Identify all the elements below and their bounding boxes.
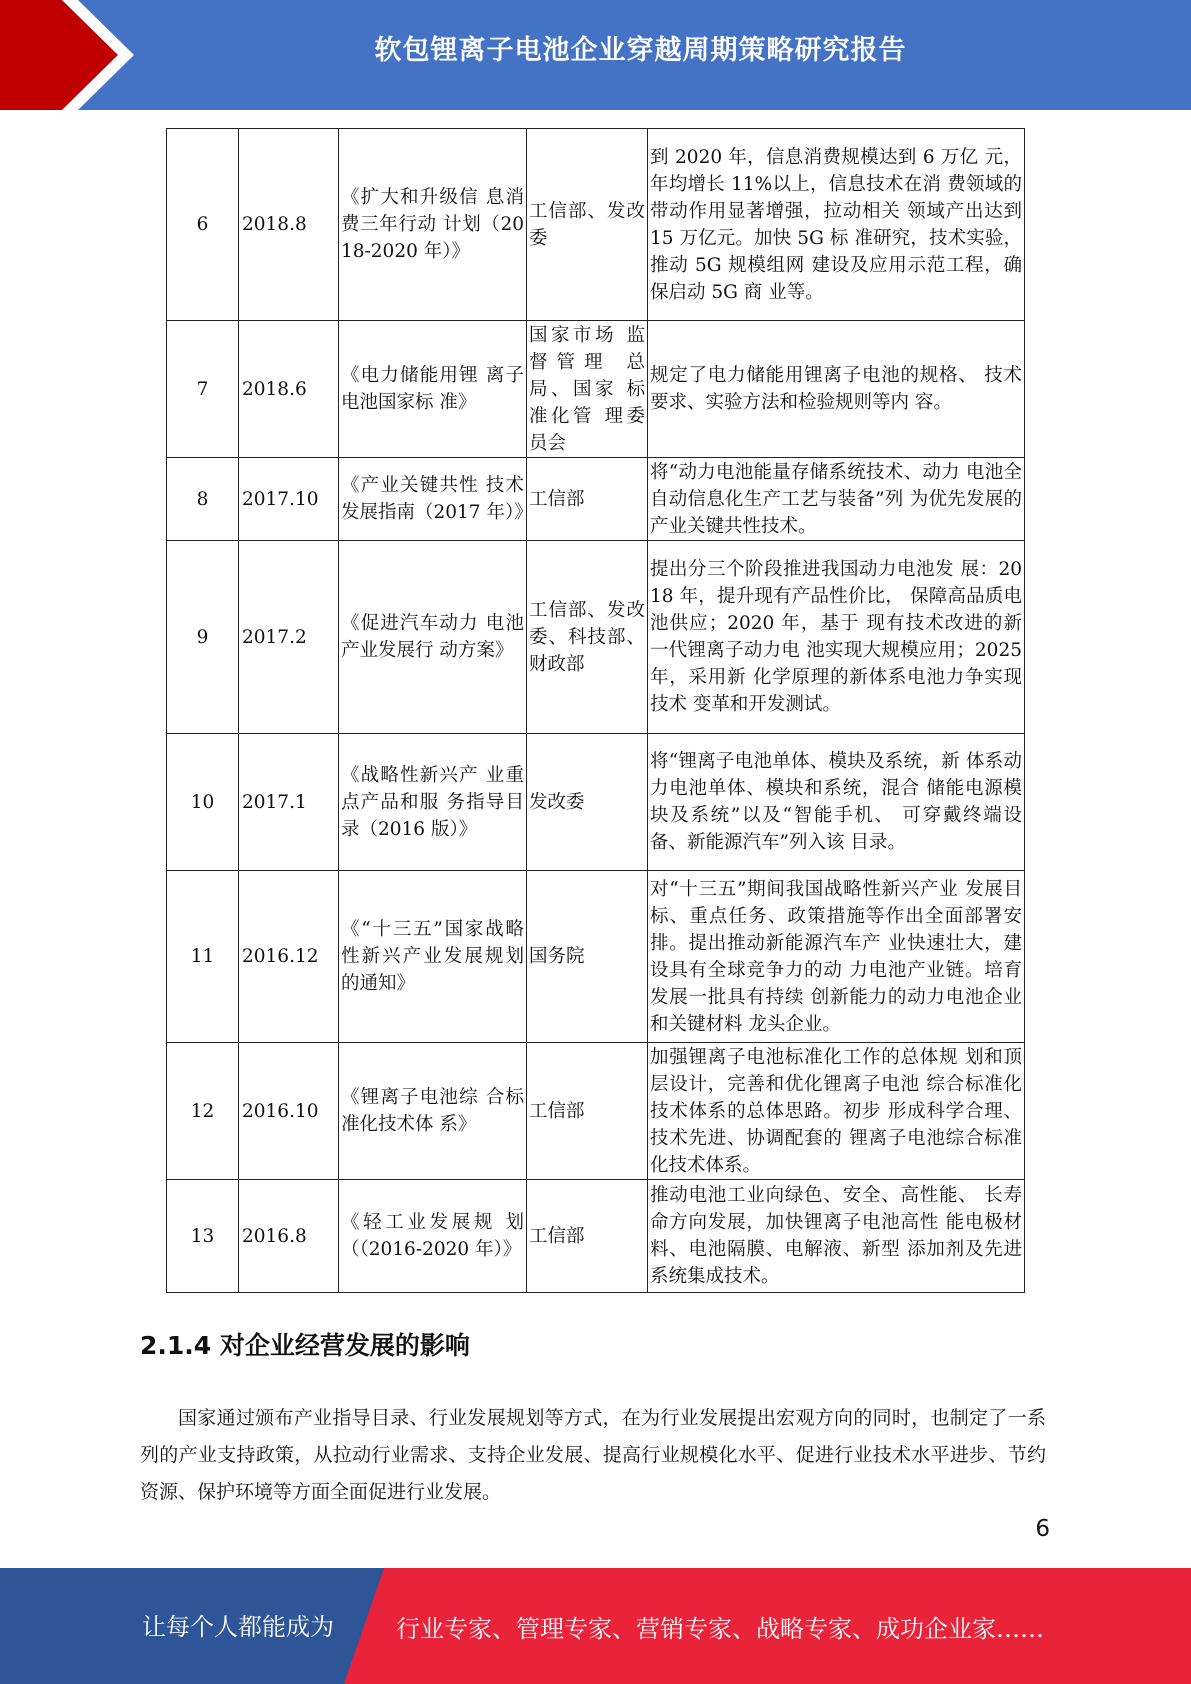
row-number: 7 bbox=[167, 321, 239, 458]
row-issuer: 发改委 bbox=[527, 734, 648, 871]
row-date: 2017.1 bbox=[239, 734, 339, 871]
table-row bbox=[167, 734, 1025, 871]
row-date: 2017.10 bbox=[239, 458, 339, 541]
policy-table bbox=[166, 128, 1025, 1293]
row-policy-title: 《战略性新兴产 业重点产品和服 务指导目录（2016 版）》 bbox=[339, 734, 527, 871]
section-heading: 2.1.4 对企业经营发展的影响 bbox=[140, 1331, 470, 1360]
section-paragraph: 国家通过颁布产业指导目录、行业发展规划等方式，在为行业发展提出宏观方向的同时，也制定了一系列的产业支持政策，从拉动行业需求、支持企业发展、提高行业规模化水平、促进行业技术水平进步、节约资源、保护环境等方面全面促进行业发展。 bbox=[140, 1407, 1046, 1503]
row-policy-title: 《电力储能用锂 离子电池国家标 准》 bbox=[339, 321, 527, 458]
row-date: 2018.6 bbox=[239, 321, 339, 458]
row-date: 2016.12 bbox=[239, 871, 339, 1043]
table-row bbox=[167, 458, 1025, 541]
row-policy-title: 《促进汽车动力 电池产业发展行 动方案》 bbox=[339, 541, 527, 734]
report-title: 软包锂离子电池企业穿越周期策略研究报告 bbox=[374, 35, 907, 66]
row-date: 2017.2 bbox=[239, 541, 339, 734]
row-number: 12 bbox=[167, 1043, 239, 1180]
row-issuer: 国务院 bbox=[527, 871, 648, 1043]
row-number: 8 bbox=[167, 458, 239, 541]
row-date: 2016.10 bbox=[239, 1043, 339, 1180]
row-content: 加强锂离子电池标准化工作的总体规 划和顶层设计，完善和优化锂离子电池 综合标准化技术体系的总体思路。初步 形成科学合理、技术先进、协调配套的 锂离子电池综合标准化技术体系。 bbox=[648, 1043, 1025, 1180]
row-issuer: 工信部、发改委、科技部、财政部 bbox=[527, 541, 648, 734]
row-date: 2016.8 bbox=[239, 1180, 339, 1293]
row-number: 9 bbox=[167, 541, 239, 734]
footer-slogan-right: 行业专家、管理专家、营销专家、战略专家、成功企业家…… bbox=[396, 1615, 1044, 1643]
row-policy-title: 《产业关键共性 技术发展指南（2017 年）》 bbox=[339, 458, 527, 541]
row-date: 2018.8 bbox=[239, 129, 339, 321]
row-issuer: 工信部 bbox=[527, 1180, 648, 1293]
table-row bbox=[167, 1180, 1025, 1293]
page-number: 6 bbox=[1035, 1516, 1050, 1542]
row-policy-title: 《“十三五”国家战略性新兴产业发展规划的通知》 bbox=[339, 871, 527, 1043]
row-content: 推动电池工业向绿色、安全、高性能、 长寿命方向发展，加快锂离子电池高性 能电极材料、电池隔膜、电解液、新型 添加剂及先进系统集成技术。 bbox=[648, 1180, 1025, 1293]
row-number: 13 bbox=[167, 1180, 239, 1293]
row-content: 对“十三五”期间我国战略性新兴产业 发展目标、重点任务、政策措施等作出全面部署安排。提出推动新能源汽车产 业快速壮大，建设具有全球竞争力的动 力电池产业链。培育发展一批具有持续 创新能力的动力电池企业和关键材料 龙头企业。 bbox=[648, 871, 1025, 1043]
page-footer bbox=[0, 1568, 1191, 1684]
row-policy-title: 《扩大和升级信 息消费三年行动 计划（2018-2020 年）》 bbox=[339, 129, 527, 321]
row-number: 10 bbox=[167, 734, 239, 871]
row-content: 将“锂离子电池单体、模块及系统，新 体系动力电池单体、模块和系统，混合 储能电源模块及系统”以及“智能手机、 可穿戴终端设备、新能源汽车”列入该 目录。 bbox=[648, 734, 1025, 871]
row-content: 提出分三个阶段推进我国动力电池发 展：2018 年，提升现有产品性价比， 保障高品质电池供应；2020 年，基于 现有技术改进的新一代锂离子动力电 池实现大规模应用；2025 年，采用新 化学原理的新体系电池力争实现技术 变革和开发测试。 bbox=[648, 541, 1025, 734]
table-row bbox=[167, 541, 1025, 734]
row-policy-title: 《轻工业发展规 划（（2016-2020 年）》 bbox=[339, 1180, 527, 1293]
table-row bbox=[167, 1043, 1025, 1180]
row-issuer: 国家市场 监督管理 总局、国家 标准化管 理委员会 bbox=[527, 321, 648, 458]
row-number: 6 bbox=[167, 129, 239, 321]
row-content: 规定了电力储能用锂离子电池的规格、 技术要求、实验方法和检验规则等内 容。 bbox=[648, 321, 1025, 458]
row-issuer: 工信部 bbox=[527, 1043, 648, 1180]
page-header bbox=[0, 0, 1191, 110]
table-row bbox=[167, 321, 1025, 458]
row-content: 到 2020 年，信息消费规模达到 6 万亿 元，年均增长 11%以上，信息技术在消 费领域的带动作用显著增强，拉动相关 领域产出达到 15 万亿元。加快 5G 标 准研究，技术实验，推动 5G 规模组网 建设及应用示范工程，确保启动 5G 商 业等。 bbox=[648, 129, 1025, 321]
row-policy-title: 《锂离子电池综 合标准化技术体 系》 bbox=[339, 1043, 527, 1180]
table-row bbox=[167, 871, 1025, 1043]
row-issuer: 工信部 bbox=[527, 458, 648, 541]
row-content: 将“动力电池能量存储系统技术、动力 电池全自动信息化生产工艺与装备”列 为优先发展的产业关键共性技术。 bbox=[648, 458, 1025, 541]
row-issuer: 工信部、发改委 bbox=[527, 129, 648, 321]
table-row bbox=[167, 129, 1025, 321]
header-red-arrow bbox=[0, 0, 150, 110]
row-number: 11 bbox=[167, 871, 239, 1043]
footer-slogan-left: 让每个人都能成为 bbox=[142, 1613, 334, 1641]
